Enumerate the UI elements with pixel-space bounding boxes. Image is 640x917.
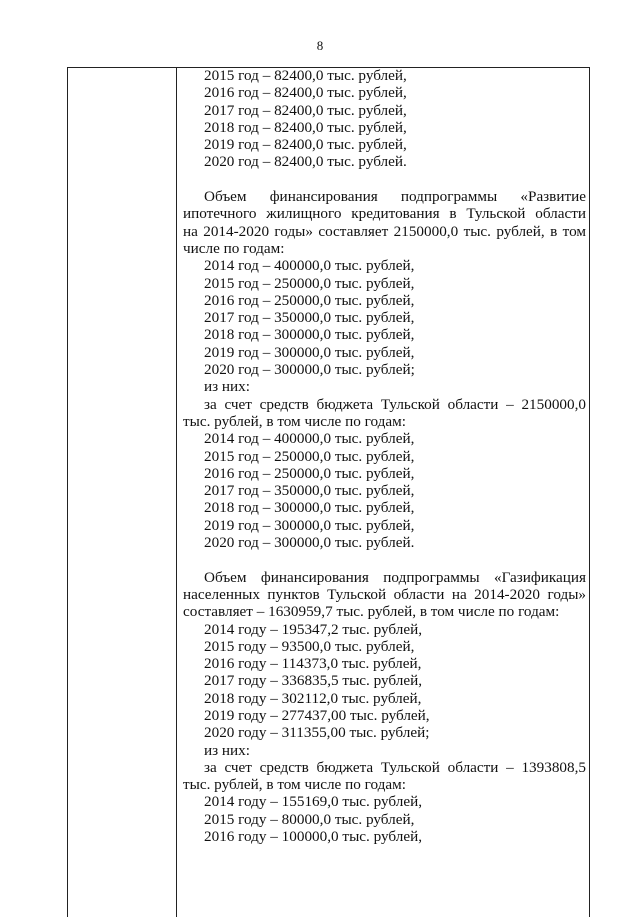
mortgage-intro-line: на 2014-2020 годы» составляет 2150000,0 тыс. рублей, в том [183,222,586,240]
mortgage-year-line: 2016 год – 250000,0 тыс. рублей, [204,291,415,309]
table-column-divider [176,67,177,917]
mortgage-intro-line: ипотечного жилищного кредитования в Тульской области [183,205,586,223]
gasification-year-line: 2014 году – 195347,2 тыс. рублей, [204,620,422,638]
mortgage-budget-year-line: 2018 год – 300000,0 тыс. рублей, [204,499,415,517]
gasification-budget-year-line: 2015 году – 80000,0 тыс. рублей, [204,810,415,828]
mortgage-year-line: 2017 год – 350000,0 тыс. рублей, [204,309,415,327]
gasification-intro-line: населенных пунктов Тульской области на 2014-2020 годы» [183,585,586,603]
mortgage-budget-line: тыс. рублей, в том числе по годам: [183,412,406,430]
table-right-cell [183,67,586,845]
mortgage-budget-line: за счет средств бюджета Тульской области – 2150000,0 [204,395,586,413]
page-number: 8 [316,38,324,53]
funding-year-line: 2016 год – 82400,0 тыс. рублей, [204,84,407,102]
funding-year-line: 2018 год – 82400,0 тыс. рублей, [204,118,407,136]
funding-year-line: 2017 год – 82400,0 тыс. рублей, [204,101,407,119]
mortgage-budget-year-line: 2016 год – 250000,0 тыс. рублей, [204,464,415,482]
funding-year-line: 2020 год – 82400,0 тыс. рублей. [204,153,407,171]
gasification-year-line: 2017 году – 336835,5 тыс. рублей, [204,672,422,690]
gasification-year-line: 2015 году – 93500,0 тыс. рублей, [204,637,415,655]
mortgage-intro-line: числе по годам: [183,239,285,257]
gasification-budget-line: за счет средств бюджета Тульской области – 1393808,5 [204,758,586,776]
mortgage-year-line: 2020 год – 300000,0 тыс. рублей; [204,361,415,379]
mortgage-year-line: 2014 год – 400000,0 тыс. рублей, [204,257,415,275]
of-which-label: из них: [204,378,250,396]
mortgage-budget-year-line: 2019 год – 300000,0 тыс. рублей, [204,516,415,534]
gasification-year-line: 2019 году – 277437,00 тыс. рублей, [204,706,430,724]
mortgage-budget-year-line: 2020 год – 300000,0 тыс. рублей. [204,534,415,552]
funding-year-line: 2019 год – 82400,0 тыс. рублей, [204,136,407,154]
of-which-label: из них: [204,741,250,759]
mortgage-budget-year-line: 2014 год – 400000,0 тыс. рублей, [204,430,415,448]
mortgage-budget-year-line: 2017 год – 350000,0 тыс. рублей, [204,482,415,500]
gasification-year-line: 2020 году – 311355,00 тыс. рублей; [204,724,430,742]
paragraph-gap [183,551,586,568]
funding-year-line: 2015 год – 82400,0 тыс. рублей, [204,67,407,84]
mortgage-intro-line: Объем финансирования подпрограммы «Развитие [204,188,586,206]
mortgage-year-line: 2019 год – 300000,0 тыс. рублей, [204,343,415,361]
gasification-intro-line: Объем финансирования подпрограммы «Газификация [204,568,586,586]
mortgage-year-line: 2018 год – 300000,0 тыс. рублей, [204,326,415,344]
gasification-intro-line: составляет – 1630959,7 тыс. рублей, в том числе по годам: [183,603,560,621]
gasification-budget-year-line: 2016 году – 100000,0 тыс. рублей, [204,828,422,846]
paragraph-gap [183,171,586,188]
mortgage-budget-year-line: 2015 год – 250000,0 тыс. рублей, [204,447,415,465]
gasification-budget-year-line: 2014 году – 155169,0 тыс. рублей, [204,793,422,811]
mortgage-year-line: 2015 год – 250000,0 тыс. рублей, [204,274,415,292]
gasification-year-line: 2016 году – 114373,0 тыс. рублей, [204,655,422,673]
gasification-year-line: 2018 году – 302112,0 тыс. рублей, [204,689,422,707]
gasification-budget-line: тыс. рублей, в том числе по годам: [183,776,406,794]
